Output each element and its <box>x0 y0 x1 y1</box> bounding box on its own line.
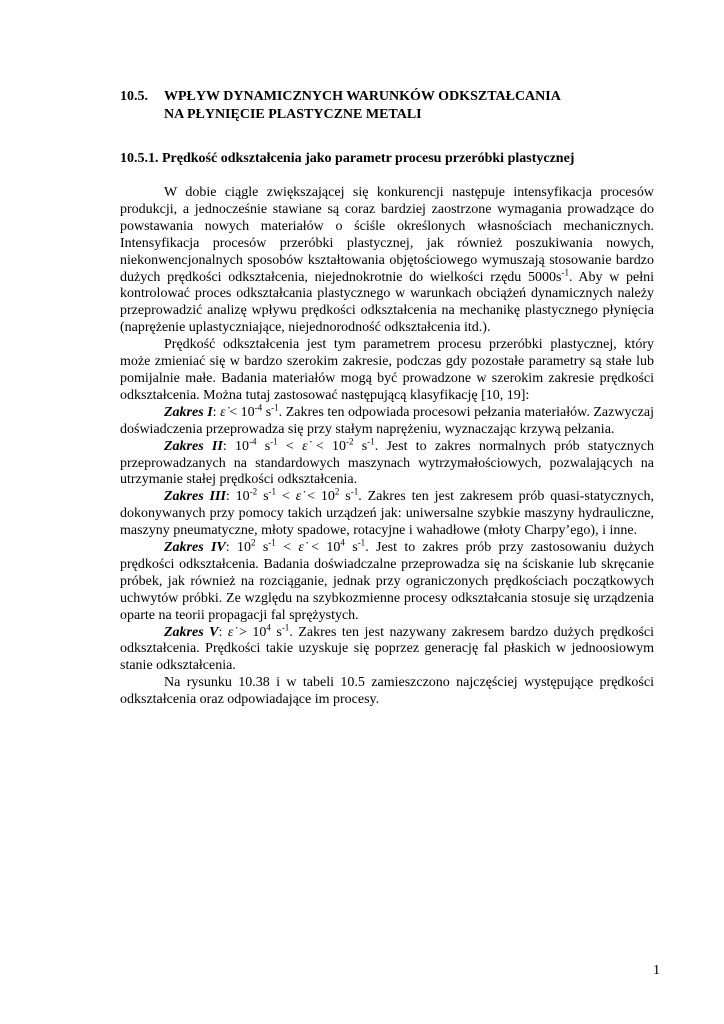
zakres-unit: s <box>262 404 272 420</box>
page-number: 1 <box>653 963 660 978</box>
para1-text: W dobie ciągle zwiększającej się konkurencji następuje intensyfikacja procesów produkcji, a jednocześnie stawiane są coraz bardziej zaostrzone wymagania prowadzące do powstawania nowych materiałów o ściśle określonych własnościach mechanicznych. Intensyfikacja procesów przeróbki plastycznej, jak również poszukiwania nowych, niekonwencjonalnych sposobów kształtowania objętościowego wymuszają stosowanie bardzo dużych prędkości odkształcenia, niejednokrotnie do wielkości rzędu 5000s <box>120 185 654 285</box>
subsection-heading: 10.5.1. Prędkość odkształcenia jako parametr procesu przeróbki plastycznej <box>120 151 575 166</box>
zakres-2 <box>120 435 654 490</box>
zakres-unit: s <box>353 438 368 454</box>
zakres-text: . Zakres ten odpowiada procesowi pełzania materiałów. Zazwyczaj doświadczenia przeprowadza się przy stałym naprężeniu, wyznaczając krzywą pełzania. <box>120 404 654 437</box>
zakres-unit: s <box>256 438 271 454</box>
zakres-cond: : <box>218 624 228 640</box>
zakres-unit: s <box>257 489 269 505</box>
paragraph-classification: Prędkość odkształcenia jest tym parametrem procesu przeróbki plastycznej, który może zmieniać się w bardzo szerokim zakresie, podczas gdy pozostałe parametry są stałe lub pomijalnie małe. Badania materiałów mogą być prowadzone w szerokim zakresie prędkości odkształcenia. Można tutaj zastosować następującą klasyfikację [10, 19]: <box>120 337 654 403</box>
zakres-cond: < <box>277 438 303 454</box>
zakres-sup: 2 <box>251 537 256 548</box>
zakres-cond: : 10 <box>225 540 251 556</box>
zakres-cond: < 10 <box>307 438 347 454</box>
zakres-sup: 2 <box>334 486 340 497</box>
section-title-line2: NA PŁYNIĘCIE PLASTYCZNE METALI <box>164 107 422 122</box>
paragraph-closing: Na rysunku 10.38 i w tabeli 10.5 zamieszczono najczęściej występujące prędkości odkształcenia oraz odpowiadające im procesy. <box>120 675 654 708</box>
zakres-text: . Zakres ten jest zakresem prób quasi-statycznych, dokonywanych przy pomocy takich urządzeń jak: uniwersalne szybkie maszyny hydrauliczne, maszyny pneumatyczne, młoty spadowe, rotacyjne i wahadłowe (młoty Charpy’ego), i inne. <box>120 489 655 539</box>
zakres-cond: < 10 <box>303 540 341 556</box>
zakres-sup: -4 <box>248 435 257 446</box>
strain-rate-symbol: ε̇ <box>295 489 302 505</box>
zakres-cond: < <box>275 540 299 556</box>
zakres-sup: -1 <box>350 486 359 497</box>
zakres-text: . Zakres ten jest nazywany zakresem bardzo dużych prędkości odkształcenia. Prędkości takie uzyskuje się poprzez generację fal płaskich w jednoosiowym stanie odkształcenia. <box>120 624 655 674</box>
zakres-sup: -1 <box>270 435 278 446</box>
zakres-sup: -2 <box>346 435 354 446</box>
zakres-1 <box>120 402 654 439</box>
zakres-label: Zakres II <box>164 438 223 454</box>
zakres-sup: -1 <box>268 537 276 548</box>
zakres-sup: -2 <box>249 486 258 497</box>
zakres-sup: -1 <box>271 402 279 413</box>
zakres-cond: < 10 <box>225 404 255 420</box>
body-text <box>120 185 654 709</box>
strain-rate-symbol: ε̇ <box>298 540 304 556</box>
section-number: 10.5. <box>120 89 148 104</box>
strain-rate-symbol: ε̇ <box>227 624 234 640</box>
zakres-text: . Jest to zakres normalnych prób statycznych przeprowadzanych na standardowych maszynach wytrzymałościowych, pozwalających na utrzymanie stałej prędkości odkształcenia. <box>120 438 654 488</box>
zakres-label: Zakres IV <box>164 540 226 556</box>
para1-text2: . Aby w pełni kontrolować proces odkształcania plastycznego w warunkach obciążeń dynamicznych należy przeprowadzić analizę wpływu prędkości odkształcenia na mechanikę plastycznego płynięcia (naprężenie uplastyczniające, niejednorodność odkształcenia itd.). <box>120 269 654 336</box>
zakres-cond: : <box>212 404 221 420</box>
zakres-sup: 4 <box>266 621 271 632</box>
zakres-cond: : 10 <box>225 489 250 505</box>
section-title-line1: WPŁYW DYNAMICZNYCH WARUNKÓW ODKSZTAŁCANIA <box>164 89 561 104</box>
zakres-sup: 4 <box>340 537 345 548</box>
zakres-unit: s <box>255 540 269 556</box>
zakres-cond: < <box>276 489 296 505</box>
zakres-label: Zakres V <box>164 624 219 640</box>
strain-rate-symbol: ε̇ <box>302 438 308 454</box>
zakres-sup: -1 <box>281 621 290 632</box>
strain-rate-symbol: ε̇ <box>220 404 226 420</box>
zakres-sup: -1 <box>357 537 366 548</box>
para1-sup: -1 <box>561 266 569 277</box>
zakres-sup: -1 <box>268 486 277 497</box>
zakres-unit: s <box>339 489 351 505</box>
zakres-sup: -4 <box>254 402 263 413</box>
zakres-4 <box>120 537 654 625</box>
zakres-text: . Jest to zakres prób przy zastosowaniu dużych prędkości odkształcenia. Badania doświadczalne przeprowadza się na ściskanie lub skręcanie próbek, jak również na rozciąganie, jednak przy ograniczonych prędkościach początkowych uchwytów próbki. Ze względu na szybkozmienne procesy odkształcania stosuje się urządzenia oparte na teorii propagacji fal sprężystych. <box>120 540 654 623</box>
zakres-label: Zakres I <box>164 404 213 420</box>
zakres-label: Zakres III <box>164 489 226 505</box>
zakres-cond: : 10 <box>222 438 249 454</box>
paragraph-intro <box>120 185 654 337</box>
zakres-3 <box>120 486 655 540</box>
zakres-cond: < 10 <box>301 489 335 505</box>
zakres-sup: -1 <box>367 435 375 446</box>
zakres-cond: > 10 <box>233 624 267 640</box>
zakres-unit: s <box>270 624 282 640</box>
zakres-5 <box>120 621 655 676</box>
section-heading <box>120 88 640 124</box>
zakres-unit: s <box>344 540 358 556</box>
